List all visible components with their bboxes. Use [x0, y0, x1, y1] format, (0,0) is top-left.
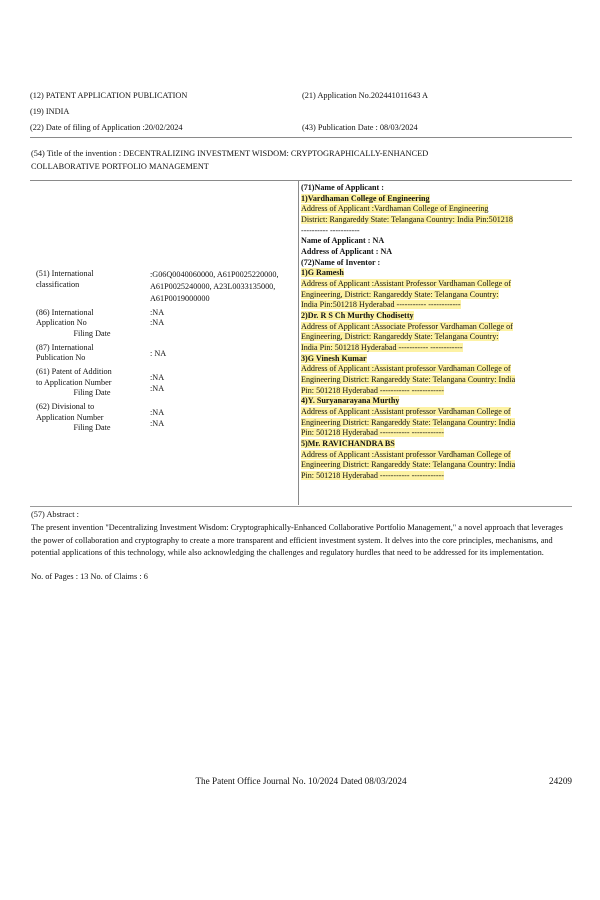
inventor-address-text: Address of Applicant :Associate Professor Vardhaman College of [301, 321, 513, 331]
applicant-name-text: 1)Vardhaman College of Engineering [301, 193, 430, 203]
inventor-address-text: Address of Applicant :Assistant Professor Vardhaman College of [301, 279, 512, 289]
field-value [148, 343, 296, 364]
field-label-line2: Application No [36, 318, 87, 328]
invention-title-block [31, 148, 571, 174]
inventor-name-text: 2)Dr. R S Ch Murthy Chodisetty [301, 311, 414, 321]
page-footer [30, 776, 572, 786]
applicant-address-line1-text: Address of Applicant :Vardhaman College of Engineering [301, 204, 489, 214]
field-label [30, 269, 148, 305]
field-value-line2: :NA [150, 318, 165, 328]
abstract-section [31, 509, 571, 560]
header-spacer [302, 104, 572, 120]
journal-reference: The Patent Office Journal No. 10/2024 Dated 08/03/2024 [195, 776, 407, 786]
inventor-name [301, 268, 572, 279]
inventor-address-text: Pin: 501218 Hyderabad ----------- ------------ [301, 428, 444, 438]
header-row-2 [30, 104, 572, 120]
field-label-line1: (61) Patent of Addition [36, 366, 112, 376]
inventor-address-line [301, 407, 572, 418]
field-label-line2: Publication No [36, 353, 86, 363]
applicant-name [301, 194, 572, 205]
inventor-address-text: Address of Applicant :Assistant professor Vardhaman College of [301, 407, 511, 417]
field-value-line3: A61P0019000000 [150, 293, 210, 303]
field-value-line1: : NA [150, 348, 167, 358]
field-value-line2: A61P0025240000, A23L0033135000, [150, 281, 276, 291]
field-patent-of-addition [30, 367, 296, 399]
field-international-classification [30, 269, 296, 305]
bibliographic-table [30, 181, 572, 505]
inventor-name [301, 311, 572, 322]
field-label-line2: classification [36, 279, 80, 289]
abstract-label: (57) Abstract : [31, 510, 79, 519]
inventor-address-line [301, 418, 572, 429]
field-label-line3: Filing Date [73, 328, 111, 338]
field-value-line1: :G06Q0040060000, A61P0025220000, [150, 270, 279, 279]
page-number: 24209 [549, 776, 572, 786]
inventor-address-line [301, 300, 572, 311]
field-value-line2: :NA [150, 383, 165, 393]
field-international-publication-no [30, 343, 296, 364]
field-value [148, 367, 296, 399]
inventor-address-text: Engineering District: Rangareddy State: Telangana Country: India [301, 375, 516, 385]
inventor-address-line [301, 450, 572, 461]
inventor-address-line [301, 332, 572, 343]
field-label-line1: (62) Divisional to [36, 401, 95, 411]
field-international-application-no [30, 308, 296, 340]
field-label-line2: to Application Number [36, 377, 112, 387]
applicant-heading: (71)Name of Applicant : [301, 183, 384, 192]
applicant-separator: ---------- ----------- [301, 225, 360, 235]
invention-title-line1: (54) Title of the invention : DECENTRALIZING INVESTMENT WISDOM: CRYPTOGRAPHICALLY-ENHANCED [31, 149, 429, 158]
field-value-line2: :NA [150, 418, 165, 428]
inventor-address-line [301, 290, 572, 301]
header-row-1 [30, 88, 572, 104]
inventor-address-text: Engineering, District: Rangareddy State: Telangana Country: [301, 289, 499, 299]
inventor-address-line [301, 471, 572, 482]
field-label-line2: Application Number [36, 412, 104, 422]
inventor-address-text: Engineering District: Rangareddy State: Telangana Country: India [301, 417, 516, 427]
publication-date-label: (43) Publication Date : 08/03/2024 [302, 123, 418, 133]
inventor-address-text: India Pin: 501218 Hyderabad ----------- ------------ [301, 343, 463, 353]
header-row-3 [30, 120, 572, 136]
field-label [30, 308, 148, 340]
inventor-name [301, 439, 572, 450]
inventor-name-text: 5)Mr. RAVICHANDRA BS [301, 439, 395, 449]
inventor-address-text: Pin: 501218 Hyderabad ----------- ------------ [301, 385, 444, 395]
classification-field-list [30, 269, 296, 437]
publication-header [30, 88, 572, 137]
inventor-address-text: Engineering District: Rangareddy State: Telangana Country: India [301, 460, 516, 470]
field-value [148, 269, 296, 305]
field-label [30, 367, 148, 399]
invention-title-line2: COLLABORATIVE PORTFOLIO MANAGEMENT [31, 161, 209, 171]
field-label [30, 402, 148, 434]
inventor-address-text: Address of Applicant :Assistant professor Vardhaman College of [301, 449, 511, 459]
application-number: (21) Application No.202441011643 A [302, 91, 428, 100]
inventor-name [301, 354, 572, 365]
classification-column [30, 181, 296, 505]
inventor-address-text: India Pin:501218 Hyderabad ----------- ------------ [301, 300, 461, 310]
inventor-address-text: Engineering, District: Rangareddy State: Telangana Country: [301, 332, 499, 342]
field-value-line1: :NA [150, 407, 165, 417]
applicant-address-line1 [301, 204, 572, 215]
field-label-line1: (51) International [36, 269, 94, 278]
inventor-address-line [301, 364, 572, 375]
field-label-line1: (86) International [36, 307, 94, 317]
abstract-divider-rule [30, 506, 572, 507]
filing-date-label: (22) Date of filing of Application :20/02/2024 [30, 123, 183, 133]
field-label-line3: Filing Date [73, 388, 111, 398]
footer-inner [30, 776, 572, 786]
field-label-line3: Filing Date [73, 423, 111, 433]
inventor-address-line [301, 279, 572, 290]
inventor-address-line [301, 375, 572, 386]
inventor-address-line [301, 386, 572, 397]
table-column-divider [298, 181, 299, 505]
applicant-address-line2-text: District: Rangareddy State: Telangana Country: India Pin:501218 [301, 215, 513, 225]
inventor-name-text: 3)G Vinesh Kumar [301, 353, 367, 363]
country-label: (19) INDIA [30, 107, 70, 117]
inventor-name-text: 1)G Ramesh [301, 268, 344, 278]
applicant-address-line2 [301, 215, 572, 226]
applicant-name-na: Name of Applicant : NA [301, 236, 385, 246]
field-divisional-to [30, 402, 296, 434]
field-value [148, 402, 296, 434]
inventor-address-line [301, 460, 572, 471]
header-divider-rule [30, 137, 572, 138]
inventor-name-text: 4)Y. Suryanarayana Murthy [301, 396, 400, 406]
inventor-heading: (72)Name of Inventor : [301, 257, 381, 267]
inventor-address-text: Address of Applicant :Assistant professor Vardhaman College of [301, 364, 511, 374]
field-value-line1: :NA [150, 372, 165, 382]
publication-type-label: (12) PATENT APPLICATION PUBLICATION [30, 91, 188, 100]
field-label [30, 343, 148, 364]
pages-and-claims: No. of Pages : 13 No. of Claims : 6 [31, 572, 148, 581]
inventor-name [301, 396, 572, 407]
field-label-line1: (87) International [36, 342, 94, 352]
field-value [148, 308, 296, 340]
inventor-address-line [301, 322, 572, 333]
applicant-address-na: Address of Applicant : NA [301, 247, 393, 257]
inventor-address-text: Pin: 501218 Hyderabad ----------- ------------ [301, 471, 444, 481]
field-value-line1: :NA [150, 307, 165, 317]
applicant-inventor-column [301, 183, 572, 482]
inventor-address-line [301, 343, 572, 354]
inventor-address-line [301, 428, 572, 439]
abstract-body: The present invention "Decentralizing Investment Wisdom: Cryptographically-Enhanced Collaborative Portfolio Management," a novel approach that leverages the power of collaboration and cryptography to create a more transparent and efficient investment system. It delves into the core principles, mechanisms, and potential applications of this technology, while also acknowledging the challenges and regulatory hurdles that need to be addressed for its implementation. [31, 523, 563, 558]
